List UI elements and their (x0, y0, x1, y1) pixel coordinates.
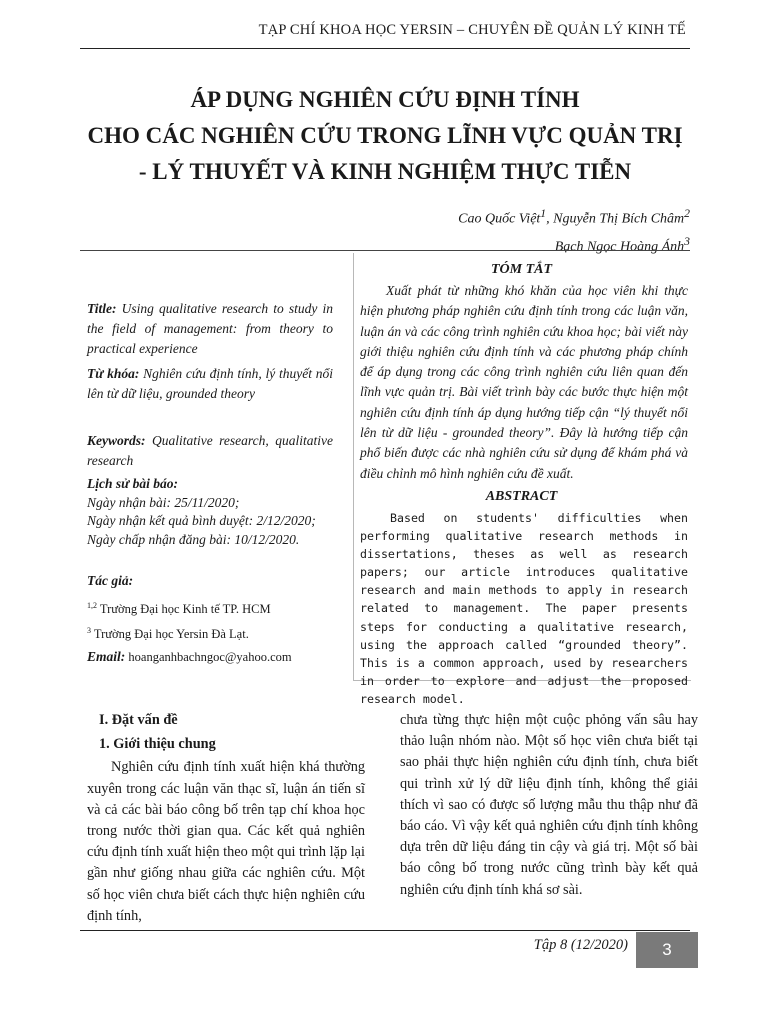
author-2-sup: 2 (684, 207, 690, 220)
meta-tukhoa-label: Từ khóa: (87, 366, 140, 381)
title-line-1: ÁP DỤNG NGHIÊN CỨU ĐỊNH TÍNH (190, 87, 580, 112)
meta-reviewed: Ngày nhận kết quả bình duyệt: 2/12/2020; (87, 513, 316, 528)
body-paragraph-right: chưa từng thực hiện một cuộc phỏng vấn sâu hay thảo luận nhóm nào. Một số học viên chưa biết tại sao phải thực hiện nghiên cứu định tính, chưa biết qui trình xử lý dữ liệu định tính, không thể giải thích vì sao có được số lượng mẫu thu thập như đã báo cáo. Vì vậy kết quả nghiên cứu định tính không dựa trên dữ liệu đáng tin cậy và giá trị. Một số bài báo công bố trong nước cũng trình bày kết quả nghiên cứu định tính khá sơ sài. (400, 712, 698, 898)
meta-title-label: Title: (87, 301, 117, 316)
abstract-en (360, 509, 688, 708)
title-rule (80, 250, 690, 251)
author-2: Nguyễn Thị Bích Châm (553, 211, 685, 227)
section-heading: I. Đặt vấn đề (99, 712, 178, 728)
meta-keywords-label: Keywords: (87, 433, 146, 448)
aff12-sup: 1,2 (87, 601, 97, 610)
author-1-sup: 1 (540, 207, 547, 220)
abstract-en-text: Based on students' difficulties when performing qualitative research methods in dissertations, theses as well as research papers; our article introduces qualitative research and main methods to apply in research related to management. The paper presents steps for conducting a qualitative research, using the approach called “grounded theory”. This is a common approach, used by researchers in order to explore and adjust the proposed research model. (360, 511, 688, 706)
paper-title (80, 82, 690, 190)
meta-accepted: Ngày chấp nhận đăng bài: 10/12/2020. (87, 531, 300, 547)
aff3-sup: 3 (87, 626, 91, 635)
author-3-sup: 3 (684, 234, 690, 248)
subsection-heading: 1. Giới thiệu chung (99, 736, 216, 753)
running-head: TẠP CHÍ KHOA HỌC YERSIN – CHUYÊN ĐỀ QUẢN LÝ KINH TẾ (258, 22, 686, 38)
meta-history-label: Lịch sử bài báo: (87, 476, 178, 491)
meta-email-label: Email: (87, 649, 126, 664)
author-1: Cao Quốc Việt (458, 211, 541, 227)
meta-email: hoanganhbachngoc@yahoo.com (125, 650, 292, 664)
header-rule (80, 48, 690, 49)
meta-affiliation-2 (87, 621, 333, 644)
meta-received: Ngày nhận bài: 25/11/2020; (87, 494, 240, 510)
title-line-2: CHO CÁC NGHIÊN CỨU TRONG LĨNH VỰC QUẢN TRỊ (87, 123, 683, 148)
meta-affiliation-1 (87, 596, 333, 619)
abstract-vn-text: Xuất phát từ những khó khăn của học viên khi thực hiện phương pháp nghiên cứu định tính trong các luận văn, luận án và các công trình nghiên cứu khoa học; bài viết này giới thiệu nghiên cứu định tính và các phương pháp chính để áp dụng trong các công trình nghiên cứu liên quan đến lĩnh vực quản trị. Bài viết trình bày các bước thực hiện một nghiên cứu định tính áp dụng hướng tiếp cận “lý thuyết nổi lên từ dữ liệu - grounded theory”. Đây là hướng tiếp cận phổ biến được các nhà nghiên cứu sử dụng để khám phá và điều chỉnh mô hình nghiên cứu đề xuất. (360, 283, 688, 481)
body-left-column (87, 710, 365, 927)
meta-history-block (87, 475, 333, 549)
aff3-text: Trường Đại học Yersin Đà Lạt. (91, 627, 249, 642)
author-3: Bạch Ngọc Hoàng Ánh (554, 239, 685, 255)
meta-title-text: Using qualitative research to study in the field of management: from theory to practical experience (87, 301, 333, 356)
meta-tukhoa-block (87, 364, 333, 404)
author-separator: , (546, 211, 554, 227)
meta-tukhoa-text: Nghiên cứu định tính, lý thuyết nổi lên từ dữ liệu, grounded theory (87, 366, 333, 401)
meta-tacgia-label: Tác giả: (87, 573, 134, 588)
author-line-1 (458, 203, 690, 231)
abstract-vn-heading: TÓM TẮT (490, 262, 553, 277)
page-number: 3 (636, 932, 698, 968)
meta-keywords-text: Qualitative research, qualitative research (87, 433, 333, 468)
abstract-en-heading: ABSTRACT (485, 489, 558, 504)
meta-keywords-block (87, 431, 333, 471)
aff12-text: Trường Đại học Kinh tế TP. HCM (97, 602, 271, 617)
body-right-column (400, 710, 698, 901)
meta-email-block (87, 647, 333, 667)
title-line-3: - LÝ THUYẾT VÀ KINH NGHIỆM THỰC TIỄN (138, 159, 632, 184)
meta-tacgia-block (87, 571, 333, 591)
meta-title-block (87, 299, 333, 359)
footer-rule (80, 930, 690, 931)
abstract-vn (360, 281, 688, 484)
body-paragraph-left: Nghiên cứu định tính xuất hiện khá thường xuyên trong các luận văn thạc sĩ, luận án tiến sĩ và cả các bài báo công bố trên tạp chí khoa học trong nước thời gian qua. Các kết quả nghiên cứu định tính xuất hiện theo một qui trình lặp lại gần như giống nhau giữa các nghiên cứu. Một số học viên chưa biết cách thực hiện nghiên cứu định tính, (87, 759, 365, 924)
volume-label: Tập 8 (12/2020) (533, 937, 628, 953)
